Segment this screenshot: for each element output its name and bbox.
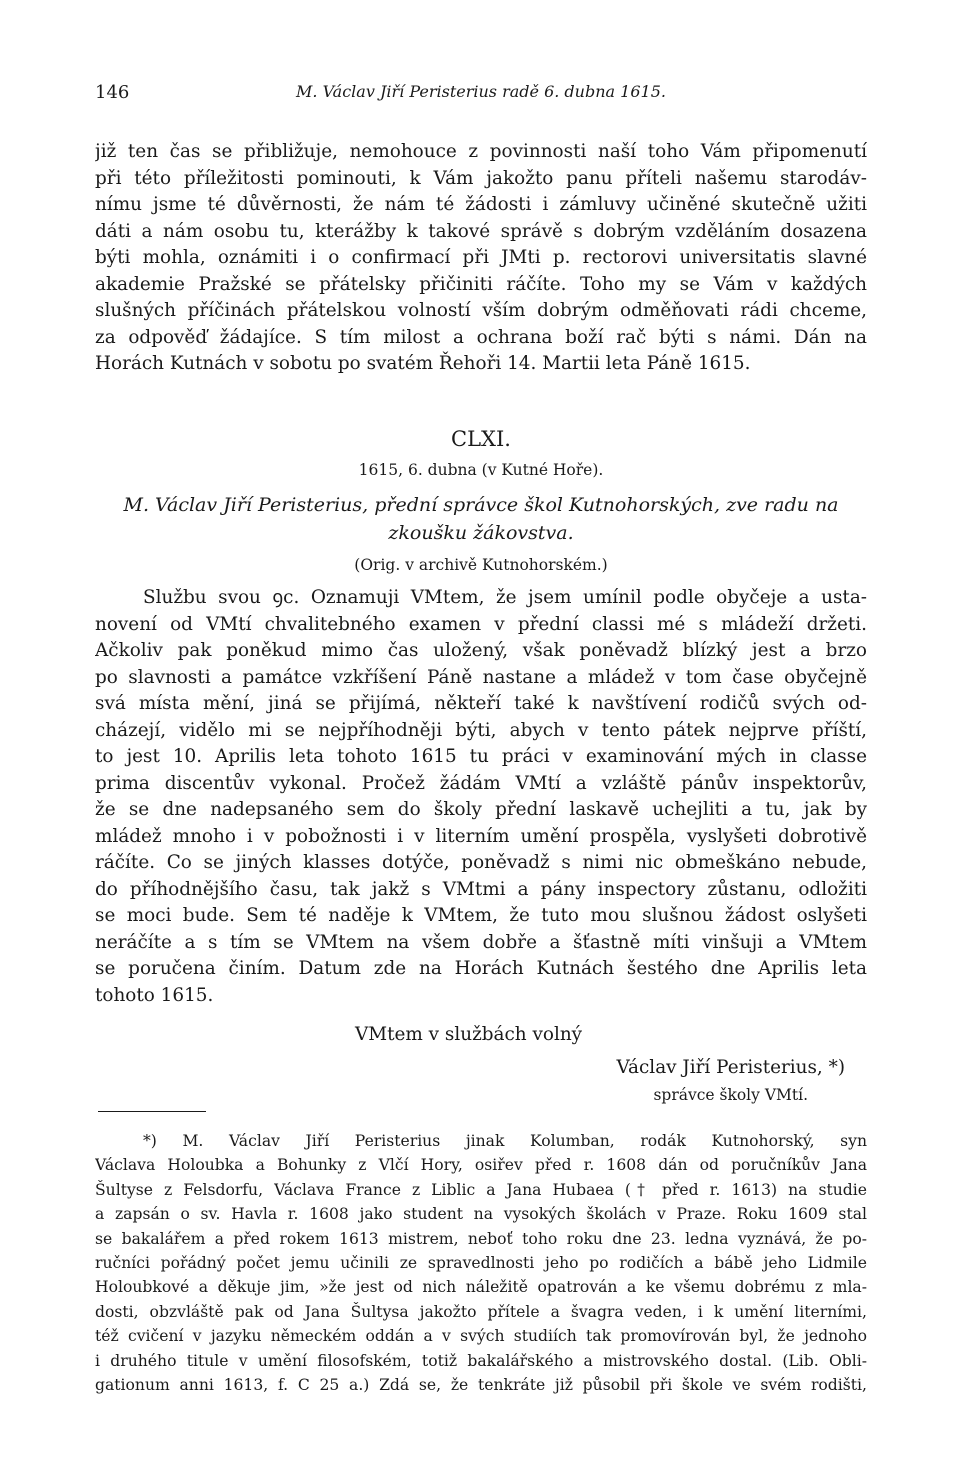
text-line: mládež mnoho i v pobožnosti i v literním umění prospěla, vyslyšeti dobrotivě: [95, 825, 867, 847]
text-line: to jest 10. Aprilis leta tohoto 1615 tu práci v examinování mých in classe: [95, 746, 867, 767]
text-line: při této příležitosti pominouti, k Vám jakožto panu příteli našemu starodáv-: [95, 167, 867, 189]
footnote-line: též cvičení v jazyku německém oddán a v svých studiích tak promovírován byl, že jednoho: [95, 1327, 867, 1346]
footnote-line: Šultyse z Felsdorfu, Václava France z Liblic a Jana Hubaea († před r. 1613) na studie: [95, 1180, 867, 1199]
page-header: [95, 82, 867, 108]
text-line: Ačkoliv pak poněkud mimo čas uložený, však poněvadž blízký jest a brzo: [95, 640, 867, 661]
footnote-line: ručníci pořádný počet jemu učinili ze spravedlnosti jeho po rodičích a bábě jeho Lidmile: [95, 1253, 867, 1272]
text-line: neráčíte a s tím se VMtem na všem dobře a šťastně míti vinšuji a VMtem: [95, 931, 867, 953]
text-line: ráčíte. Co se jiných klasses dotýče, poněvadž s nimi nic obmeškáno nebude,: [95, 852, 867, 873]
signature-role: správce školy VMtí.: [653, 1086, 808, 1104]
text-line: prima discentův vykonal. Pročež žádám VMtí a vzláště pánův inspektorův,: [95, 772, 867, 794]
text-line: již ten čas se přibližuje, nemohouce z povinnosti naší toho Vám připomenutí: [95, 141, 867, 162]
footnote: [95, 1129, 867, 1397]
text-line: nímu jsme té důvěrnosti, že nám té žádosti i zámluvy učiněné skutečně užiti: [95, 194, 867, 215]
document-title-line-1: M. Václav Jiří Peristerius, přední správce škol Kutnohorských, zve radu na: [123, 494, 839, 516]
text-line: slušných příčinách přátelskou volností vším dobrým odměňovati rádi chceme,: [95, 300, 867, 321]
footnote-line: se bakalářem a před rokem 1613 mistrem, neboť toho roku dne 23. ledna vyznává, že po-: [95, 1229, 867, 1248]
footnote-line: Václava Holoubka a Bohunky z Vlčí Hory, osiřev před r. 1608 dán od poručníkův Jana: [95, 1156, 867, 1175]
text-line: po slavnosti a památce vzkříšení Páně nastane a mládež v tom čase obyčejně: [95, 666, 867, 688]
footnote-rule: [98, 1111, 206, 1112]
text-line: svá místa mění, jiná se přijímá, někteří také k navštívení rodičů svých od-: [95, 693, 867, 714]
text-line: cházejí, vidělo mi se nejpříhodněji býti, abych v tento pátek nejprve příští,: [95, 719, 867, 741]
text-line: Službu svou ꝯc. Oznamuji VMtem, že jsem umínil podle obyčeje a usta-: [143, 587, 867, 608]
document-date-place: 1615, 6. dubna (v Kutné Hoře).: [358, 461, 604, 479]
footnote-line: *) M. Václav Jiří Peristerius jinak Kolumban, rodák Kutnohorský, syn: [143, 1132, 867, 1150]
footnote-line: gationum anni 1613, f. C 25 a.) Zdá se, že tenkráte již působil při škole ve svém rodišti,: [95, 1375, 867, 1394]
text-line: tohoto 1615.: [95, 984, 214, 1006]
text-line: za odpověď žádajíce. S tím milost a ochrana boží rač býti s námi. Dán na: [95, 326, 867, 348]
text-line: že se dne nadepsaného sem do školy přední laskavě uchejliti a tu, jak by: [95, 799, 867, 820]
letter-body: [95, 585, 867, 1009]
page-number: 146: [95, 82, 130, 103]
footnote-line: a zapsán o sv. Havla r. 1608 jako student na vysokých školách v Praze. Roku 1609 stal: [95, 1205, 867, 1224]
document-title-line-2: zkoušku žákovstva.: [388, 522, 574, 544]
text-line: do příhodnějšího času, tak jakž s VMtmi a pány inspectory zůstanu, odložiti: [95, 878, 867, 900]
text-line: býti mohla, oznámiti i o confirmací při JMti p. rectorovi universitatis slavné: [95, 247, 867, 268]
text-line: novení od VMtí chvalitebného examen v přední classi mé s mládeží držeti.: [95, 613, 867, 635]
running-head: M. Václav Jiří Peristerius radě 6. dubna 1615.: [296, 82, 666, 101]
footnote-line: Holoubkové a děkuje jim, »že jest od nich náležitě opatrován a ke všemu dobrému z mla-: [95, 1278, 867, 1297]
text-line: se moci bude. Sem té naděje k VMtem, že tuto mou slušnou žádost oslyšeti: [95, 905, 867, 926]
document-number: CLXI.: [451, 427, 511, 451]
text-line: Horách Kutnách v sobotu po svatém Řehoři 14. Martii leta Páně 1615.: [95, 353, 751, 374]
footnote-line: dosti, obzvláště pak od Jana Šultysa jakožto přítele a švagra veden, i k umění literními,: [95, 1302, 867, 1321]
footnote-line: i druhého titule v umění filosofském, totiž bakalářského a mistrovského dostal. (Lib. Obli-: [95, 1351, 867, 1370]
text-line: akademie Pražské se přátelsky přičiniti ráčíte. Toho my se Vám v každých: [95, 273, 867, 295]
document-source: (Orig. v archivě Kutnohorském.): [354, 556, 608, 574]
previous-letter-ending: [95, 139, 867, 378]
text-line: dáti a nám osobu tu, kterážby k takové správě s dobrým vzděláním dosazena: [95, 220, 867, 242]
letter-closing: VMtem v službách volný: [355, 1024, 583, 1045]
text-line: se poručena činím. Datum zde na Horách Kutnách šestého dne Aprilis leta: [95, 958, 867, 979]
signature-name: Václav Jiří Peristerius, *): [616, 1057, 845, 1078]
